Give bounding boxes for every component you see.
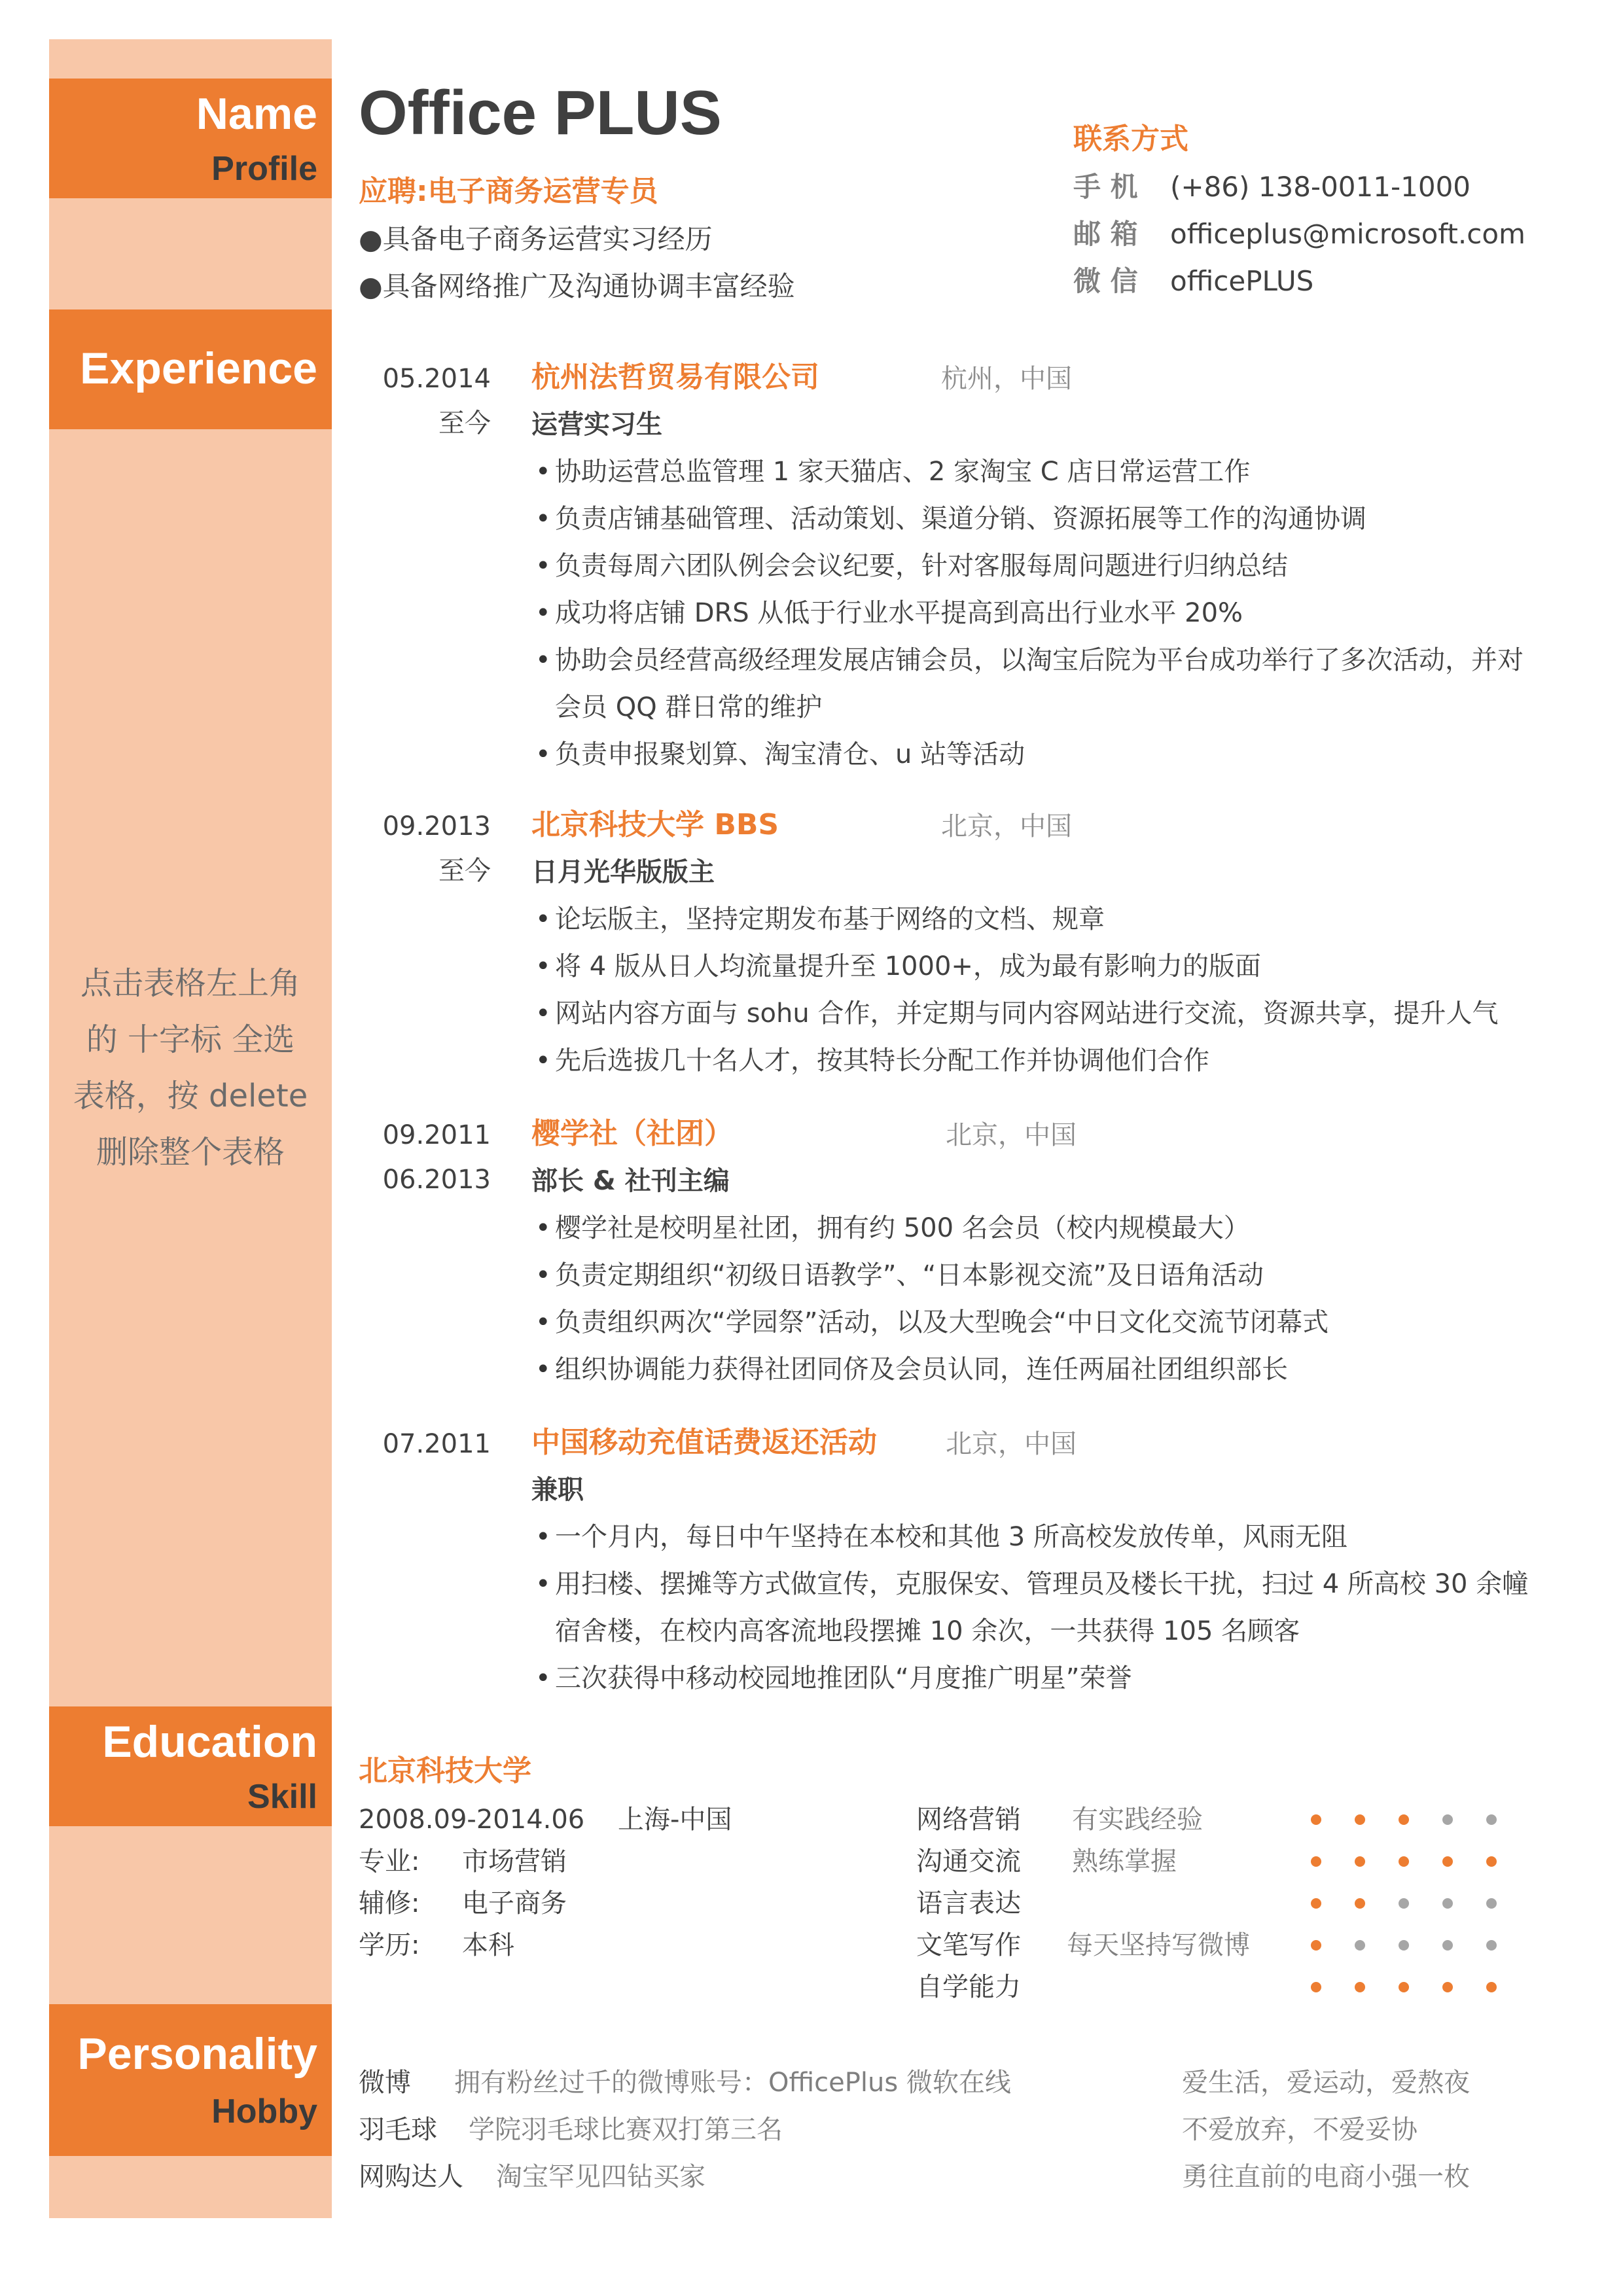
skill-name: 文笔写作 (916, 1930, 1021, 1960)
section-title-education: Education (102, 1717, 317, 1767)
skill-note: 每天坚持写微博 (1067, 1930, 1250, 1960)
contact-label: 微 信 (1073, 265, 1138, 297)
section-header-profile (49, 79, 332, 198)
experience-bullet: • 负责申报聚划算、淘宝清仓、u 站等活动 (555, 739, 1025, 769)
contact-label: 邮 箱 (1073, 218, 1138, 250)
education-location: 上海-中国 (618, 1805, 732, 1835)
experience-bullet: • 三次获得中移动校园地推团队“月度推广明星”荣誉 (555, 1663, 1132, 1693)
experience-bullet: • 负责定期组织“初级日语教学”、“日本影视交流”及日语角活动 (555, 1260, 1264, 1290)
sidebar-note (49, 955, 332, 1180)
education-degree: 本科 (462, 1930, 514, 1960)
experience-bullet: • 论坛版主，坚持定期发布基于网络的文档、规章 (555, 904, 1105, 934)
sidebar-note-line: 表格，按 delete (73, 1078, 308, 1114)
experience-bullet: • 负责组织两次“学园祭”活动，以及大型晚会“中日文化交流节闭幕式 (555, 1307, 1329, 1337)
education-label: 辅修: (359, 1888, 420, 1918)
experience-location: 杭州，中国 (941, 364, 1072, 394)
skill-dot (1311, 1940, 1321, 1951)
skill-dot (1486, 1898, 1497, 1909)
section-subtitle-hobby: Hobby (211, 2093, 317, 2130)
section-subtitle-skill: Skill (247, 1778, 317, 1816)
skill-dot (1311, 1898, 1321, 1909)
contact-label: 手 机 (1073, 171, 1138, 203)
experience-org: 杭州法哲贸易有限公司 (531, 361, 819, 394)
skill-name: 沟通交流 (916, 1846, 1021, 1877)
skill-dot (1399, 1814, 1409, 1825)
skill-dot (1399, 1940, 1409, 1951)
education-school: 北京科技大学 (359, 1754, 531, 1788)
experience-bullet: • 樱学社是校明星社团，拥有约 500 名会员（校内规模最大） (555, 1213, 1250, 1243)
experience-role: 兼职 (531, 1475, 584, 1505)
skill-dot (1311, 1982, 1321, 1992)
skill-dot (1311, 1856, 1321, 1867)
hobby-name: 微博 (359, 2068, 411, 2098)
experience-date-start: 07.2011 (382, 1429, 491, 1459)
skill-dot (1442, 1982, 1453, 1992)
experience-date-end: 至今 (438, 408, 491, 438)
skill-dot (1355, 1982, 1365, 1992)
skill-note: 熟练掌握 (1072, 1846, 1177, 1877)
skill-name: 网络营销 (916, 1805, 1021, 1835)
experience-bullet: • 协助会员经营高级经理发展店铺会员，以淘宝后院为平台成功举行了多次活动，并对 (555, 645, 1524, 675)
skill-dot (1442, 1940, 1453, 1951)
section-subtitle-profile: Profile (211, 150, 317, 188)
skill-dot (1399, 1856, 1409, 1867)
experience-role: 运营实习生 (531, 410, 662, 440)
experience-date-end: 06.2013 (382, 1165, 491, 1195)
experience-role: 部长 & 社刊主编 (531, 1166, 730, 1196)
skill-name: 自学能力 (916, 1972, 1021, 2002)
education-period: 2008.09-2014.06 (359, 1805, 585, 1835)
skill-dot (1355, 1940, 1365, 1951)
hobby-trait: 不爱放弃，不爱妥协 (1182, 2115, 1418, 2145)
sidebar-note-line: 点击表格左上角 (80, 965, 300, 1002)
skill-dot (1442, 1856, 1453, 1867)
contact-title: 联系方式 (1073, 122, 1188, 156)
contact-phone: (+86) 138-0011-1000 (1170, 171, 1471, 203)
education-major: 市场营销 (462, 1846, 567, 1877)
hobby-trait: 勇往直前的电商小强一枚 (1182, 2162, 1470, 2192)
experience-bullet: • 先后选拔几十名人才，按其特长分配工作并协调他们合作 (555, 1046, 1209, 1076)
section-title-experience: Experience (80, 344, 317, 393)
experience-bullet: • 负责店铺基础管理、活动策划、渠道分销、资源拓展等工作的沟通协调 (555, 504, 1366, 534)
education-label: 专业: (359, 1846, 420, 1877)
experience-bullet: • 负责每周六团队例会会议纪要，针对客服每周问题进行归纳总结 (555, 551, 1288, 581)
experience-bullet: • 组织协调能力获得社团同侪及会员认同，连任两届社团组织部长 (555, 1354, 1288, 1385)
sidebar-note-line: 删除整个表格 (96, 1134, 285, 1171)
experience-bullet: • 用扫楼、摆摊等方式做宣传，克服保安、管理员及楼长干扰，扫过 4 所高校 30 余幢 (555, 1569, 1528, 1599)
section-header-experience (49, 309, 332, 429)
education-minor: 电子商务 (462, 1888, 567, 1918)
skill-dot (1399, 1898, 1409, 1909)
experience-bullet-continuation: 宿舍楼，在校内高客流地段摆摊 10 余次，一共获得 105 名顾客 (555, 1616, 1300, 1646)
experience-org: 中国移动充值话费返还活动 (531, 1426, 877, 1459)
experience-location: 北京，中国 (946, 1120, 1077, 1150)
contact-email: officeplus@microsoft.com (1170, 218, 1525, 250)
experience-bullet: • 一个月内，每日中午坚持在本校和其他 3 所高校发放传单，风雨无阻 (555, 1522, 1347, 1552)
candidate-name: Office PLUS (359, 78, 722, 148)
hobby-desc: 拥有粉丝过千的微博账号：OfficePlus 微软在线 (454, 2068, 1011, 2098)
education-label: 学历: (359, 1930, 420, 1960)
hobby-desc: 学院羽毛球比赛双打第三名 (469, 2115, 783, 2145)
skill-name: 语言表达 (916, 1888, 1021, 1918)
experience-bullet-continuation: 会员 QQ 群日常的维护 (555, 692, 823, 722)
skill-dot (1355, 1898, 1365, 1909)
hobby-name: 网购达人 (359, 2162, 463, 2192)
experience-bullet: • 网站内容方面与 sohu 合作，并定期与同内容网站进行交流，资源共享，提升人气 (555, 998, 1498, 1029)
experience-location: 北京，中国 (941, 811, 1072, 841)
sidebar-note-line: 的 十字标 全选 (86, 1021, 295, 1058)
position-applied: 应聘:电子商务运营专员 (359, 175, 658, 208)
experience-role: 日月光华版版主 (531, 857, 715, 887)
skill-dot (1311, 1814, 1321, 1825)
experience-org: 北京科技大学 BBS (531, 808, 779, 841)
experience-date-start: 09.2011 (382, 1120, 491, 1150)
skill-dot (1486, 1940, 1497, 1951)
section-header-personality (49, 2004, 332, 2156)
skill-dot (1442, 1814, 1453, 1825)
experience-org: 樱学社（社团） (531, 1117, 733, 1150)
hobby-trait: 爱生活，爱运动，爱熬夜 (1182, 2068, 1470, 2098)
experience-date-start: 05.2014 (382, 364, 491, 394)
experience-location: 北京，中国 (946, 1429, 1077, 1459)
skill-dot (1399, 1982, 1409, 1992)
experience-bullet: • 成功将店铺 DRS 从低于行业水平提高到高出行业水平 20% (555, 598, 1243, 628)
skill-dot (1486, 1982, 1497, 1992)
skill-dot (1442, 1898, 1453, 1909)
hobby-name: 羽毛球 (359, 2115, 437, 2145)
skill-dot (1355, 1814, 1365, 1825)
experience-bullet: • 将 4 版从日人均流量提升至 1000+，成为最有影响力的版面 (555, 951, 1261, 981)
section-header-education (49, 1706, 332, 1826)
highlight-item: ●具备电子商务运营实习经历 (359, 223, 713, 255)
contact-wechat: officePLUS (1170, 265, 1314, 297)
experience-date-end: 至今 (438, 856, 491, 886)
experience-date-start: 09.2013 (382, 811, 491, 841)
skill-note: 有实践经验 (1072, 1805, 1203, 1835)
section-title-personality: Personality (77, 2029, 317, 2079)
highlight-item: ●具备网络推广及沟通协调丰富经验 (359, 270, 795, 302)
experience-bullet: • 协助运营总监管理 1 家天猫店、2 家淘宝 C 店日常运营工作 (555, 457, 1250, 487)
skill-dot (1355, 1856, 1365, 1867)
skill-dot (1486, 1814, 1497, 1825)
section-title-name: Name (196, 89, 317, 139)
skill-dot (1486, 1856, 1497, 1867)
hobby-desc: 淘宝罕见四钻买家 (496, 2162, 705, 2192)
